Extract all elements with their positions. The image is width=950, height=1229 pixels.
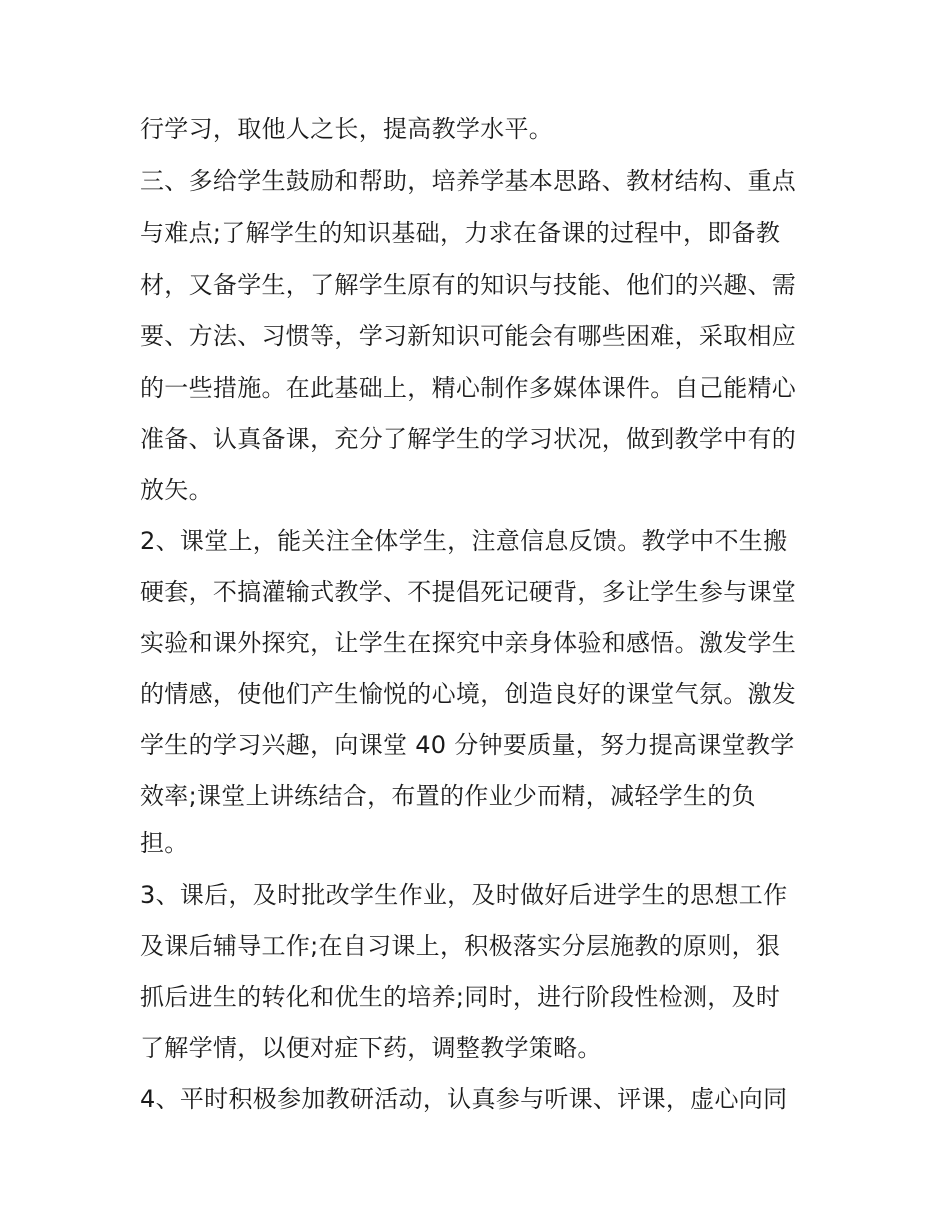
text-line: 行学习，取他人之长，提高教学水平。 — [140, 115, 554, 143]
text-line: 放矢。 — [140, 476, 213, 504]
text-line: 了解学情，以便对症下药，调整教学策略。 — [140, 1034, 602, 1062]
text-line: 实验和课外探究，让学生在探究中亲身体验和感悟。激发学生 — [140, 629, 797, 657]
text-line: 硬套，不搞灌输式教学、不提倡死记硬背，多让学生参与课堂 — [140, 578, 797, 606]
text-line: 与难点;了解学生的知识基础，力求在备课的过程中，即备教 — [140, 219, 781, 247]
text-line: 的一些措施。在此基础上，精心制作多媒体课件。自己能精心 — [140, 374, 797, 402]
text-line: 准备、认真备课，充分了解学生的学习状况，做到教学中有的 — [140, 425, 797, 453]
text-line: 抓后进生的转化和优生的培养;同时，进行阶段性检测，及时 — [140, 983, 781, 1011]
text-line: 及课后辅导工作;在自习课上，积极落实分层施教的原则，狠 — [140, 932, 781, 960]
text-line: 的情感，使他们产生愉悦的心境，创造良好的课堂气氛。激发 — [140, 680, 797, 708]
text-line: 担。 — [140, 829, 189, 857]
text-line: 三、多给学生鼓励和帮助，培养学基本思路、教材结构、重点 — [140, 167, 797, 195]
text-line: 4、平时积极参加教研活动，认真参与听课、评课，虚心向同 — [140, 1085, 788, 1113]
text-line: 2、课堂上，能关注全体学生，注意信息反馈。教学中不生搬 — [140, 527, 788, 555]
text-line: 3、课后，及时批改学生作业，及时做好后进学生的思想工作 — [140, 881, 788, 909]
text-line: 效率;课堂上讲练结合，布置的作业少而精，减轻学生的负 — [140, 782, 756, 810]
text-line: 学生的学习兴趣，向课堂 40 分钟要质量，努力提高课堂教学 — [140, 731, 795, 759]
text-line: 要、方法、习惯等，学习新知识可能会有哪些困难，采取相应 — [140, 322, 797, 350]
text-line: 材，又备学生，了解学生原有的知识与技能、他们的兴趣、需 — [140, 271, 797, 299]
